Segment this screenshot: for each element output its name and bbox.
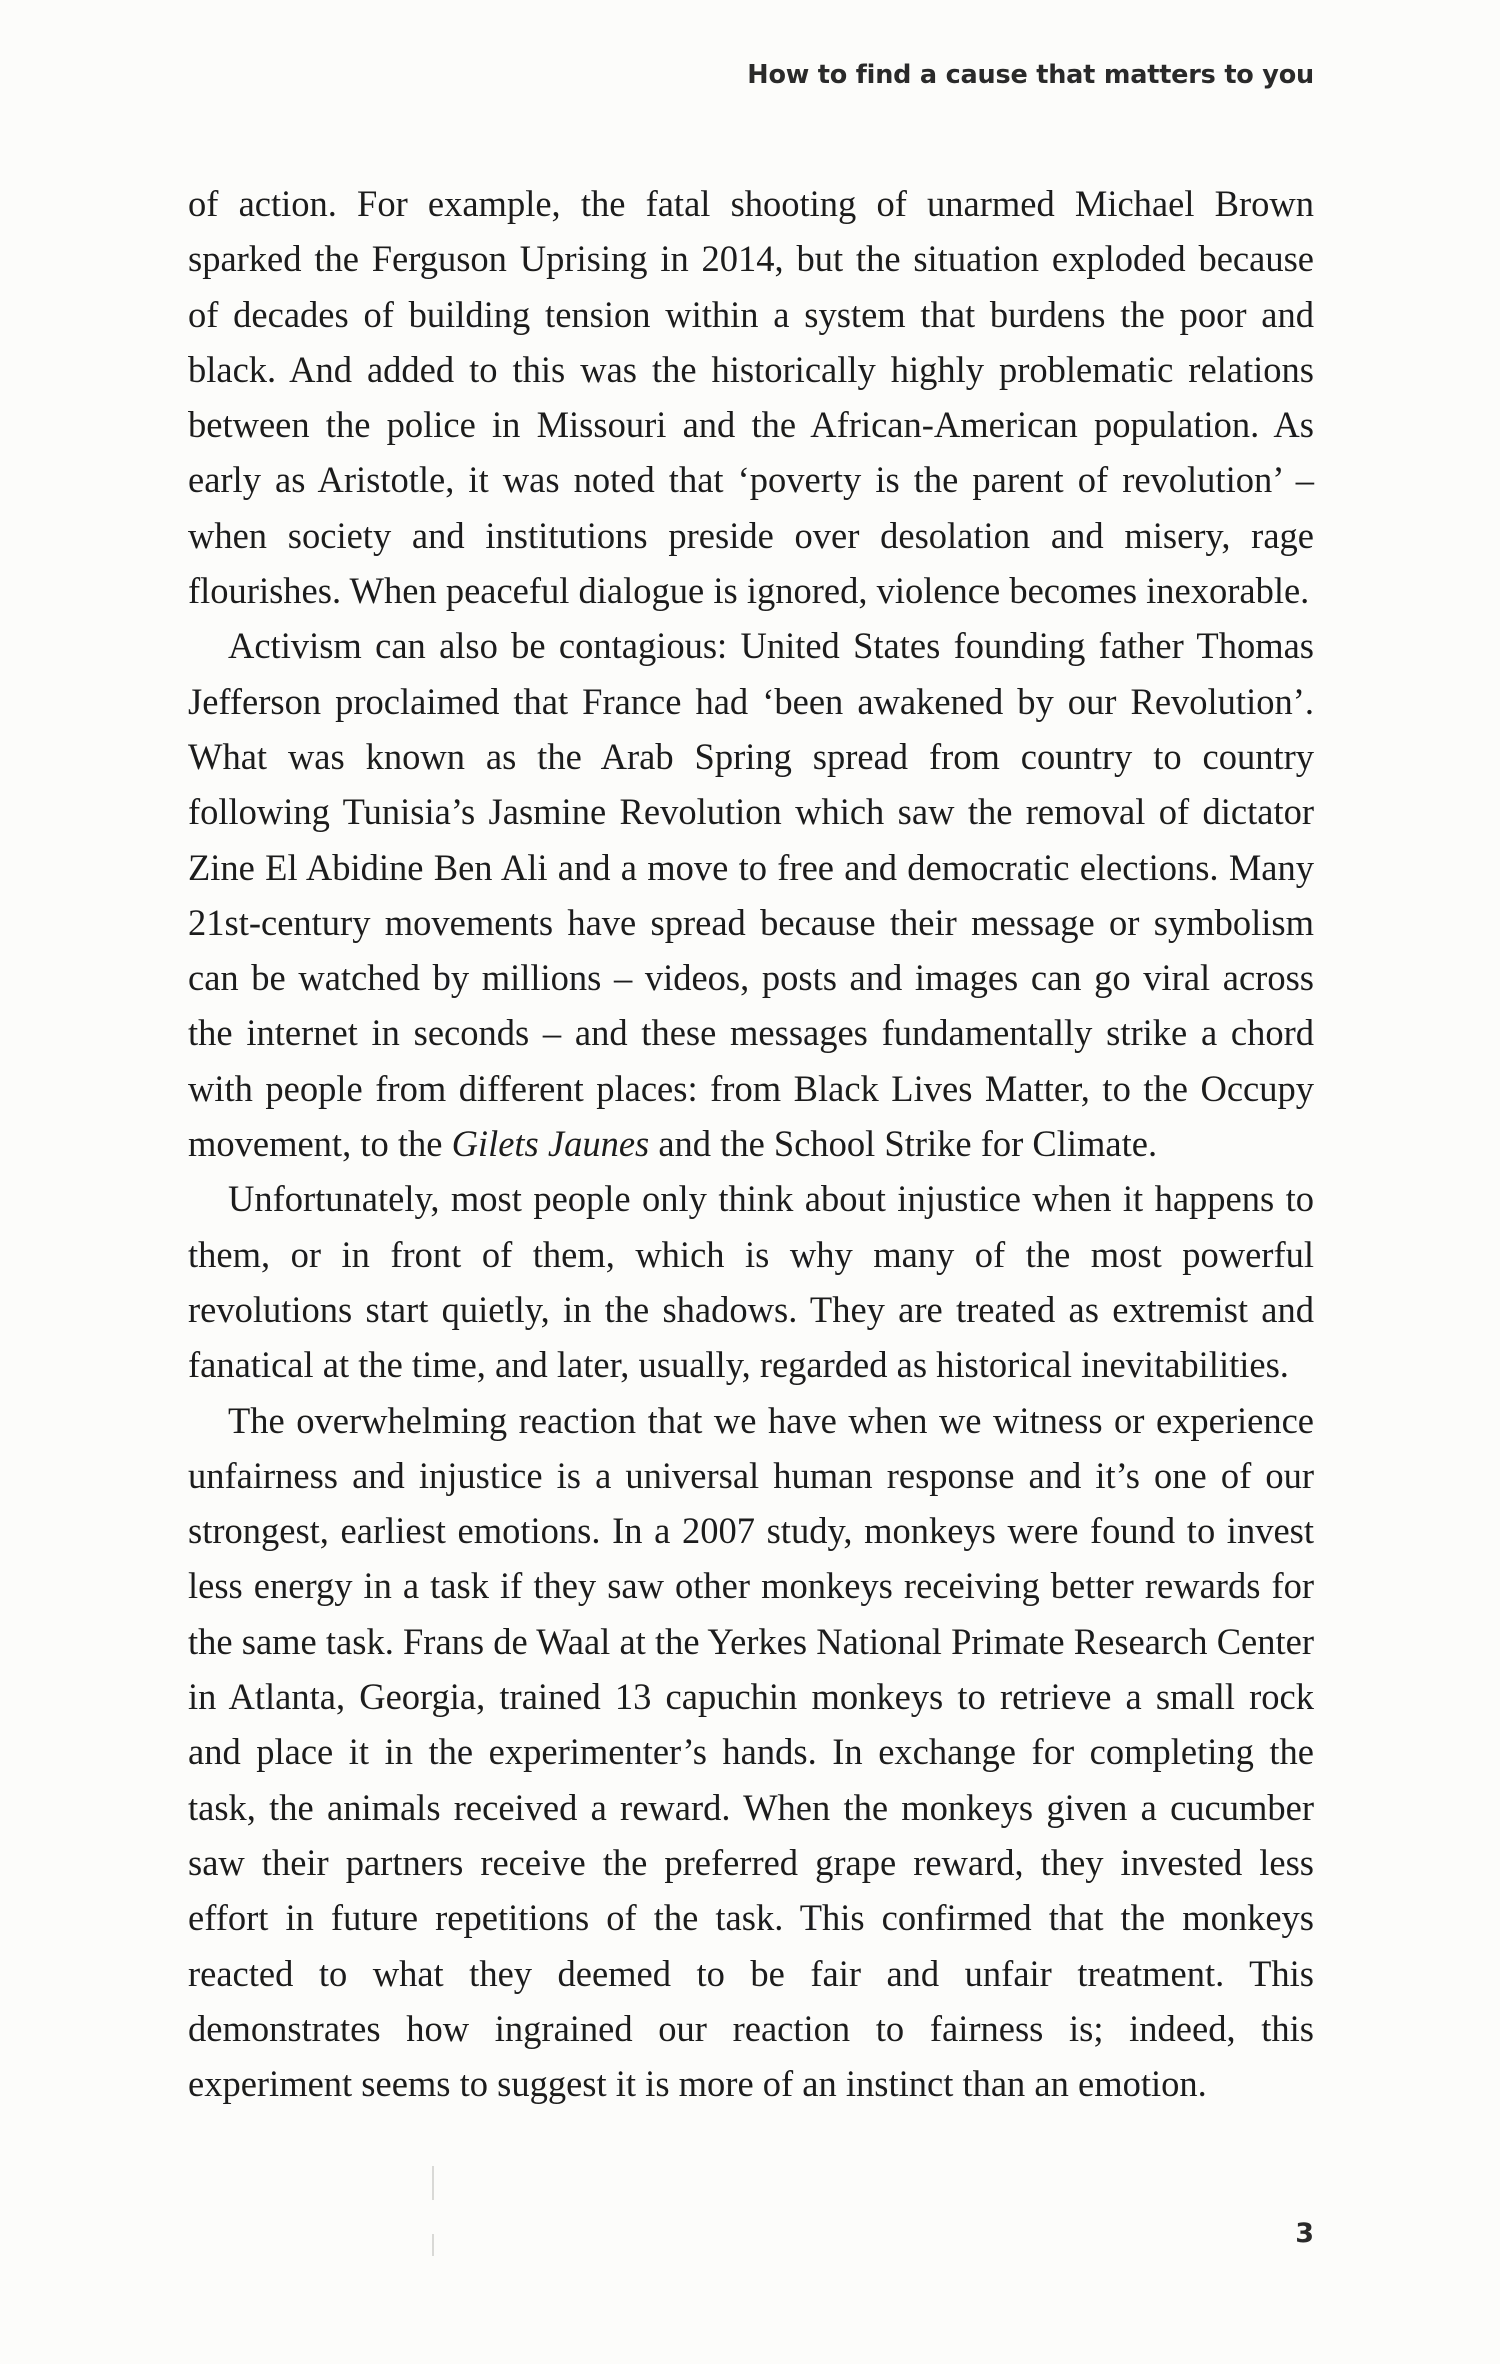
body-text bbox=[188, 176, 1314, 2111]
paragraph-2-italic: Gilets Jaunes bbox=[451, 1123, 650, 1165]
paragraph-2-text-end: and the School Strike for Climate. bbox=[649, 1123, 1158, 1165]
scan-mark bbox=[432, 2166, 434, 2200]
paragraph-4: The overwhelming reaction that we have when we witness or experience unfairness and injustice is a universal human response and it’s one of our strongest, earliest emotions. In a 2007 study, monkeys were found to invest less energy in a task if they saw other monkeys receiving better rewards for the same task. Frans de Waal at the Yerkes National Primate Research Center in Atlanta, Georgia, trained 13 capuchin monkeys to retrieve a small rock and place it in the experimenter’s hands. In exchange for completing the task, the animals received a reward. When the monkeys given a cucumber saw their partners receive the preferred grape reward, they invested less effort in future repetitions of the task. This confirmed that the monkeys reacted to what they deemed to be fair and unfair treatment. This demonstrates how ingrained our reaction to fairness is; indeed, this experiment seems to suggest it is more of an instinct than an emotion. bbox=[188, 1399, 1314, 2105]
scan-mark bbox=[432, 2234, 434, 2256]
paragraph-2 bbox=[188, 618, 1314, 1171]
page-number: 3 bbox=[1295, 2218, 1314, 2249]
paragraph-3: Unfortunately, most people only think about injustice when it happens to them, or in front of them, which is why many of the most powerful revolutions start quietly, in the shadows. They are treated as extremist and fanatical at the time, and later, usually, regarded as historical inevitabilities. bbox=[188, 1178, 1314, 1386]
paragraph-1: of action. For example, the fatal shooting of unarmed Michael Brown sparked the Ferguson Uprising in 2014, but the situation exploded because of decades of building tension within a system that burdens the poor and black. And added to this was the historically highly problematic relations between the police in Missouri and the African-American population. As early as Aristotle, it was noted that ‘poverty is the parent of revolution’ – when society and institutions preside over desolation and misery, rage flourishes. When peaceful dialogue is ignored, violence becomes inexorable. bbox=[188, 183, 1314, 612]
paragraph-2-text: Activism can also be contagious: United States founding father Thomas Jefferson proclaimed that France had ‘been awakened by our Revolution’. What was known as the Arab Spring spread from country to country following Tunisia’s Jasmine Revolution which saw the removal of dictator Zine El Abidine Ben Ali and a move to free and democratic elections. Many 21st-century movements have spread because their message or symbolism can be watched by millions – videos, posts and images can go viral across the internet in seconds – and these messages fundamentally strike a chord with people from different places: from Black Lives Matter, to the Occupy movement, to the bbox=[188, 625, 1314, 1165]
running-head: How to find a cause that matters to you bbox=[747, 60, 1314, 90]
